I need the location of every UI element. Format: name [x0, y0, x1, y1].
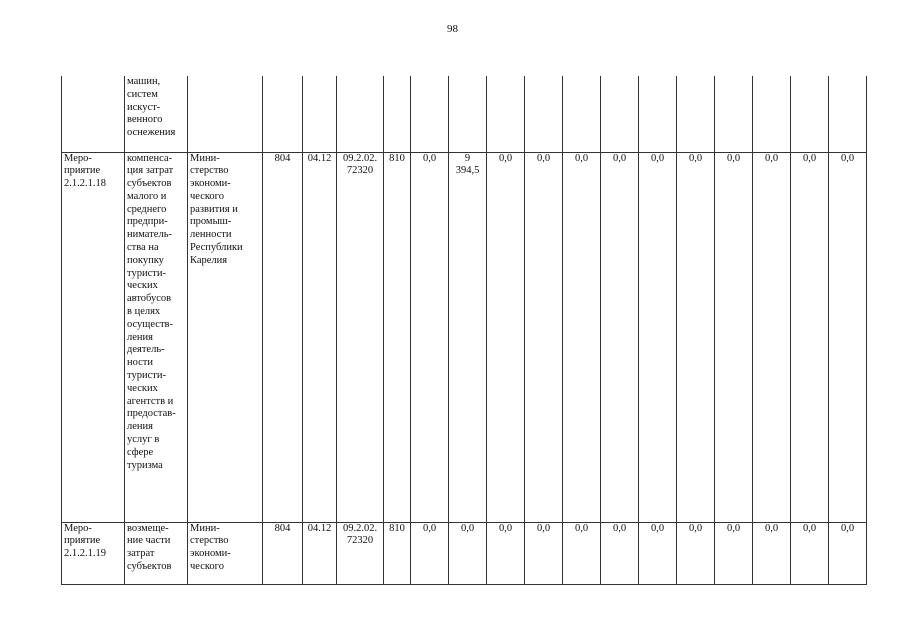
- row-csr: 09.2.02. 72320: [337, 152, 384, 522]
- row-executor: Мини- стерство экономи- ческого развития и промыш- ленности Республики Карелия: [188, 152, 263, 522]
- value-cell: [487, 76, 525, 152]
- row-rzpr: 04.12: [303, 522, 337, 584]
- value-cell: [449, 76, 487, 152]
- value-cell: 0,0: [601, 152, 639, 522]
- row-name: компенса- ция затрат субъектов малого и среднего предпри- ниматель- ства на покупку туристи- ческих автобусов в целях осуществ- ления деятель- ности туристи- ческих агентств и предостав- ления услуг в сфере туризма: [125, 152, 188, 522]
- value-cell: [525, 76, 563, 152]
- value-cell: 0,0: [563, 522, 601, 584]
- value-cell: 0,0: [715, 522, 753, 584]
- row-code: Меро- приятие 2.1.2.1.19: [62, 522, 125, 584]
- value-cell: 0,0: [411, 152, 449, 522]
- row-name: возмеще- ние части затрат субъектов: [125, 522, 188, 584]
- value-cell: 0,0: [639, 522, 677, 584]
- row-vr: [384, 76, 411, 152]
- value-cell: 0,0: [639, 152, 677, 522]
- row-csr: [337, 76, 384, 152]
- value-cell: 0,0: [715, 152, 753, 522]
- value-cell: 0,0: [487, 152, 525, 522]
- value-cell: [411, 76, 449, 152]
- value-cell: [791, 76, 829, 152]
- value-cell: [829, 76, 867, 152]
- value-cell: 0,0: [677, 522, 715, 584]
- value-cell: 0,0: [601, 522, 639, 584]
- value-cell: 0,0: [791, 522, 829, 584]
- row-executor: Мини- стерство экономи- ческого: [188, 522, 263, 584]
- value-cell: [639, 76, 677, 152]
- row-rzpr: 04.12: [303, 152, 337, 522]
- row-vr: 810: [384, 152, 411, 522]
- value-cell: 0,0: [829, 152, 867, 522]
- row-grbs: 804: [263, 152, 303, 522]
- row-code: Меро- приятие 2.1.2.1.18: [62, 152, 125, 522]
- value-cell: 0,0: [411, 522, 449, 584]
- row-vr: 810: [384, 522, 411, 584]
- value-cell: 0,0: [753, 152, 791, 522]
- value-cell: [753, 76, 791, 152]
- row-grbs: 804: [263, 522, 303, 584]
- row-csr: 09.2.02. 72320: [337, 522, 384, 584]
- value-cell: [601, 76, 639, 152]
- value-cell: [715, 76, 753, 152]
- value-cell: 0,0: [525, 152, 563, 522]
- value-cell: 0,0: [677, 152, 715, 522]
- value-cell: 0,0: [563, 152, 601, 522]
- row-code: [62, 76, 125, 152]
- value-cell: 0,0: [449, 522, 487, 584]
- value-cell: [563, 76, 601, 152]
- row-name: машин, систем искуст- венного оснежения: [125, 76, 188, 152]
- table-row: [62, 522, 867, 584]
- value-cell: 0,0: [753, 522, 791, 584]
- table-row: [62, 76, 867, 152]
- value-cell: [677, 76, 715, 152]
- page-number: 98: [447, 23, 458, 35]
- budget-table: [61, 76, 867, 585]
- table-row: [62, 152, 867, 522]
- row-rzpr: [303, 76, 337, 152]
- value-cell: 9 394,5: [449, 152, 487, 522]
- value-cell: 0,0: [525, 522, 563, 584]
- row-grbs: [263, 76, 303, 152]
- value-cell: 0,0: [791, 152, 829, 522]
- row-executor: [188, 76, 263, 152]
- value-cell: 0,0: [829, 522, 867, 584]
- value-cell: 0,0: [487, 522, 525, 584]
